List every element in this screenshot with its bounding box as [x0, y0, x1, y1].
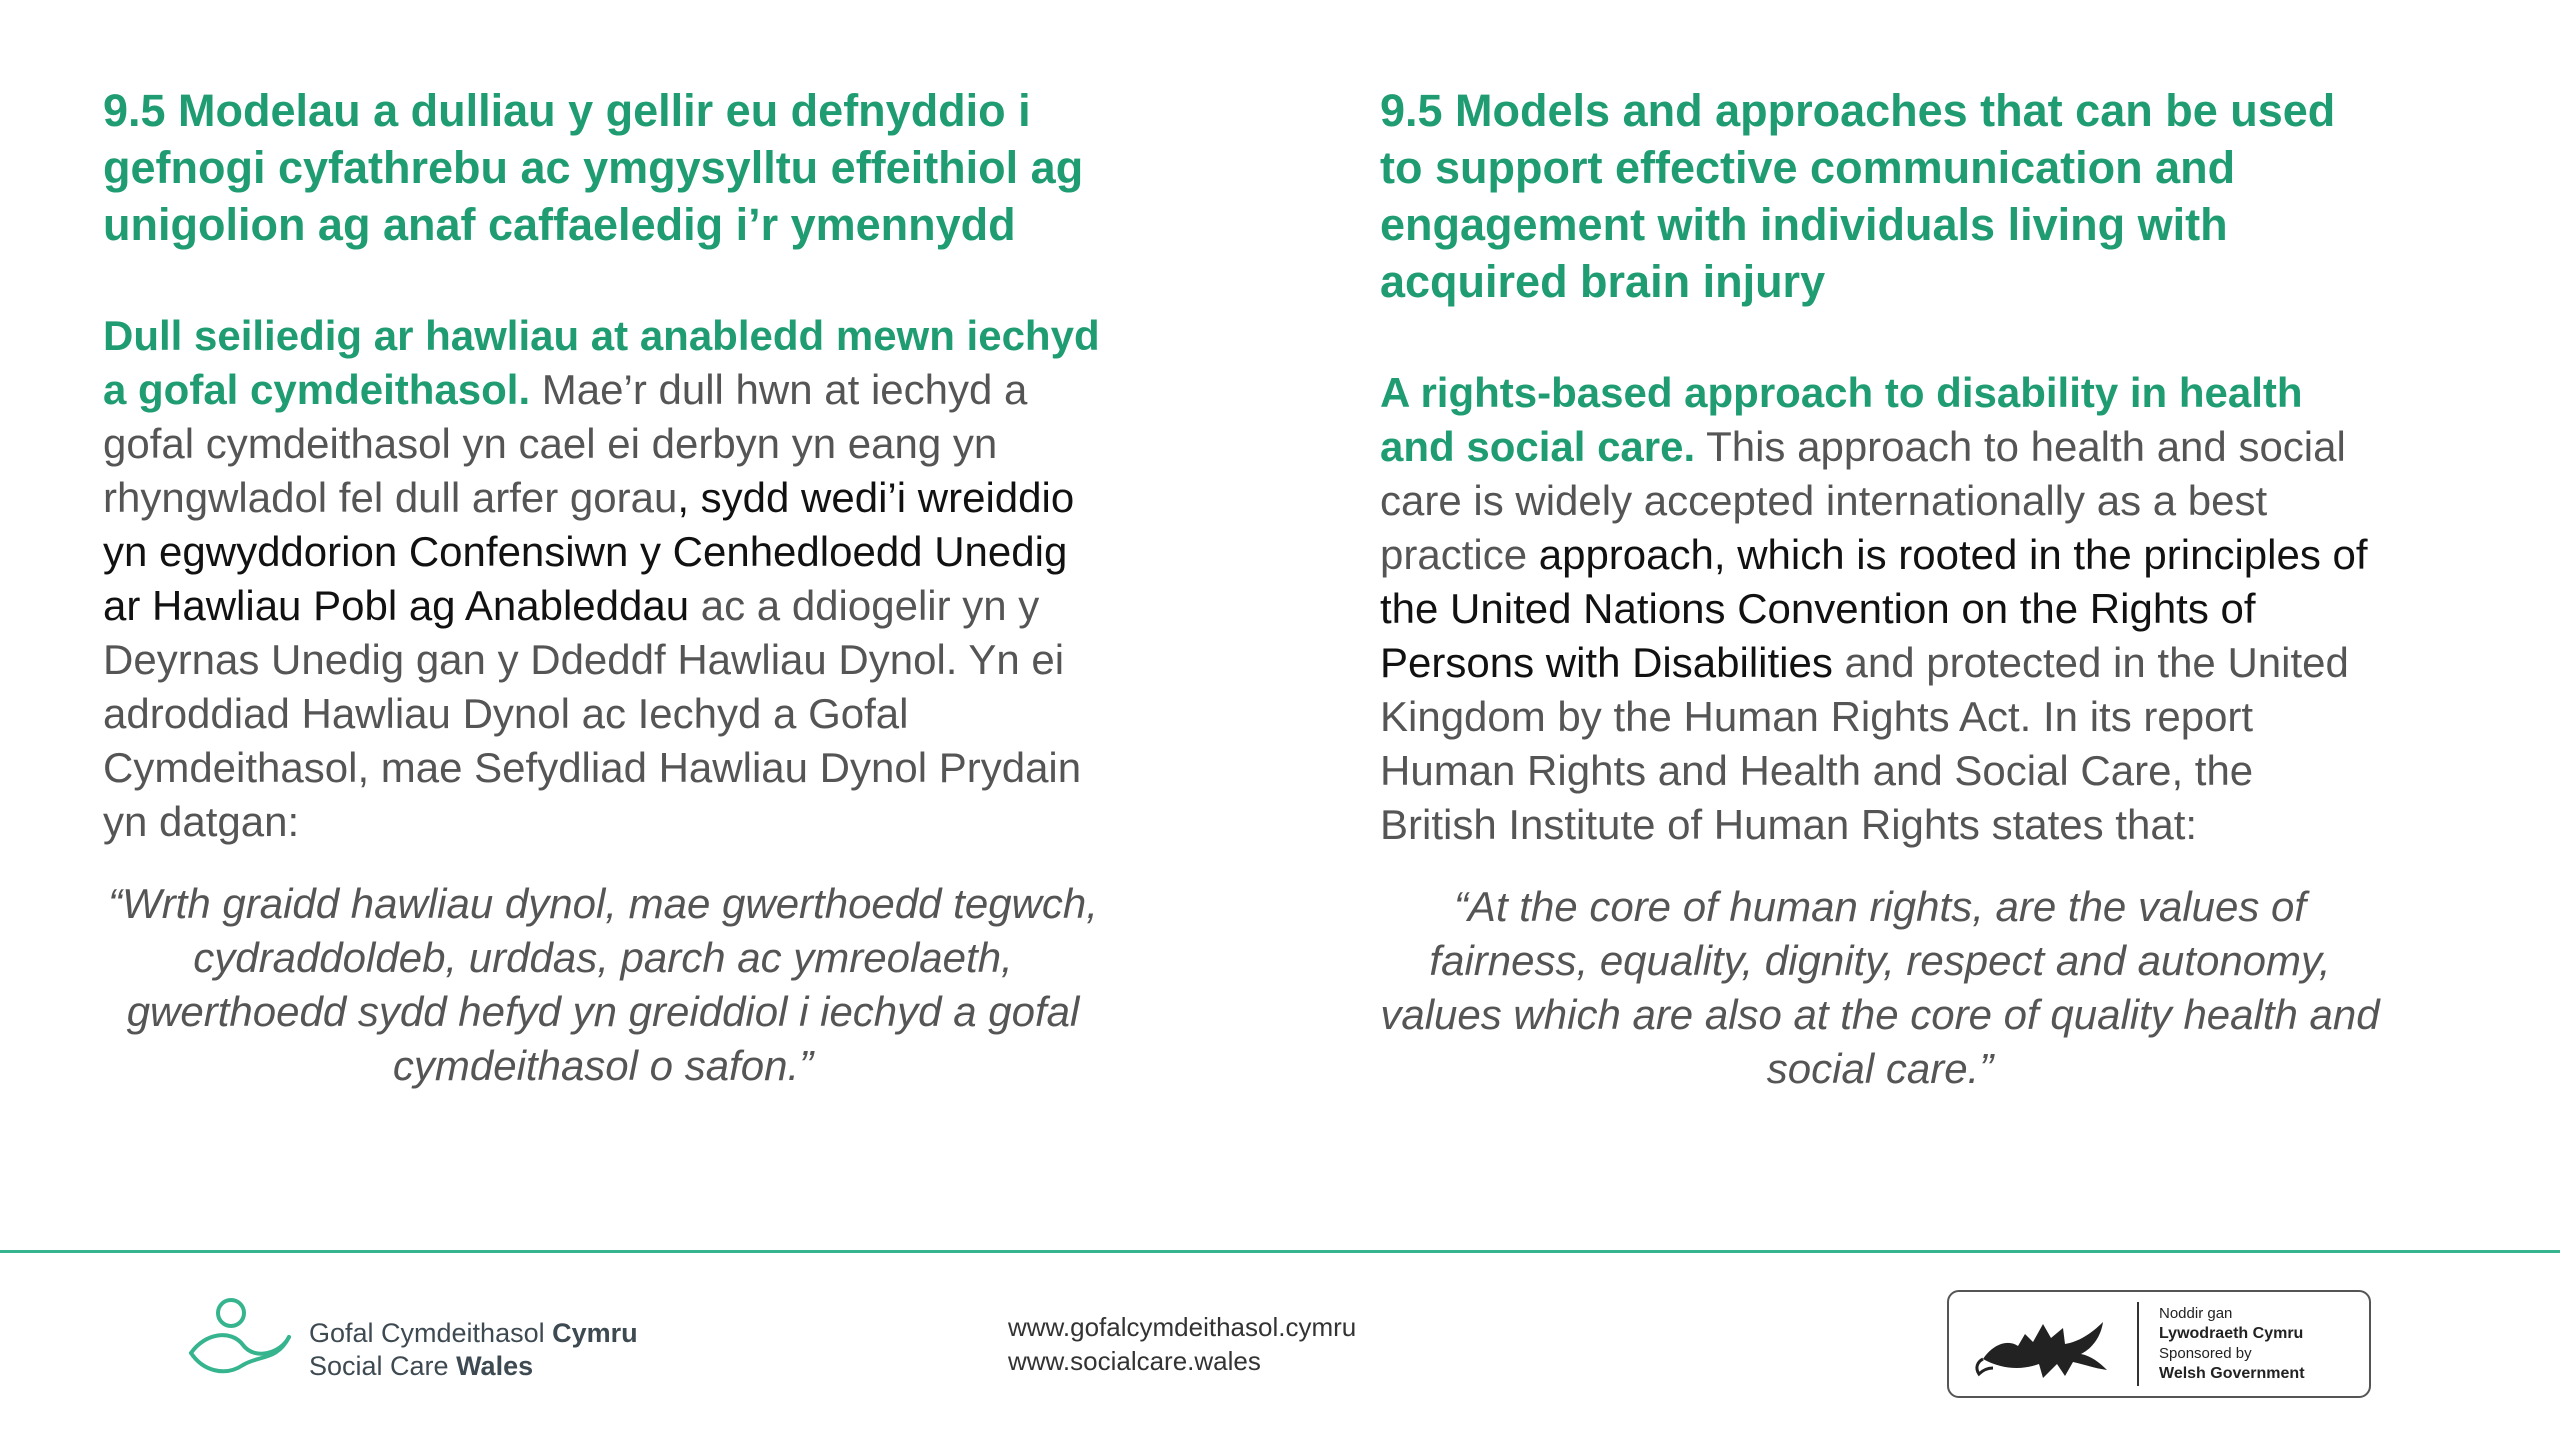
badge-line-2: Lywodraeth Cymru — [2159, 1325, 2304, 1342]
welsh-heading: 9.5 Modelau a dulliau y gellir eu defnyddio i gefnogi cyfathrebu ac ymgysylltu effeithiol ag unigolion ag anaf caffaeledig i’r ymennydd — [103, 85, 1084, 250]
badge-divider — [2137, 1302, 2139, 1386]
badge-line-4: Welsh Government — [2159, 1365, 2305, 1382]
badge-text — [2159, 1304, 2305, 1384]
english-text-1: This approach to health and social care is widely accepted internationally as a best practice — [1380, 423, 2346, 578]
english-text-3: and protected in the United Kingdom by the Human Rights Act. In its report Human Rights and Health and Social Care, the British Institute of Human Rights states that: — [1380, 639, 2349, 848]
english-text-2: approach, which is rooted in the principles of the United Nations Convention on the Rights of Persons with Disabilities — [1380, 531, 2368, 686]
english-quote: “At the core of human rights, are the values of fairness, equality, dignity, respect and autonomy, values which are also at the core of quality health and social care.” — [1380, 883, 2380, 1092]
welsh-text-2: , sydd wedi’i wreiddio yn egwyddorion Confensiwn y Cenhedloedd Unedig ar Hawliau Pobl ag Anableddau — [103, 474, 1075, 629]
logo-welsh-bold: Cymru — [552, 1318, 638, 1348]
social-care-wales-logo — [185, 1295, 745, 1385]
logo-english-regular: Social Care — [309, 1351, 457, 1381]
welsh-paragraph — [103, 309, 1103, 849]
url-welsh[interactable]: www.gofalcymdeithasol.cymru — [1008, 1312, 1357, 1342]
welsh-quote: “Wrth graidd hawliau dynol, mae gwerthoedd tegwch, cydraddoldeb, urddas, parch ac ymreolaeth, gwerthoedd sydd hefyd yn greiddiol i iechyd a gofal cymdeithasol o safon.” — [108, 880, 1098, 1089]
footer-urls — [1008, 1310, 1356, 1378]
social-care-wales-logo-icon — [185, 1295, 295, 1385]
welsh-dragon-icon — [1973, 1304, 2123, 1384]
logo-wordmark — [309, 1317, 638, 1383]
badge-line-1: Noddir gan — [2159, 1305, 2233, 1322]
welsh-lead: Dull seiliedig ar hawliau at anabledd mewn iechyd a gofal cymdeithasol. — [103, 312, 1100, 413]
url-english[interactable]: www.socialcare.wales — [1008, 1346, 1261, 1376]
logo-welsh-regular: Gofal Cymdeithasol — [309, 1318, 553, 1348]
welsh-government-badge — [1947, 1290, 2371, 1398]
logo-english-bold: Wales — [456, 1351, 534, 1381]
footer-divider — [0, 1250, 2560, 1253]
welsh-text-1: Mae’r dull hwn at iechyd a gofal cymdeithasol yn cael ei derbyn yn eang yn rhyngwladol fel dull arfer gorau — [103, 366, 1028, 521]
logo-line-english — [309, 1350, 638, 1383]
badge-line-3: Sponsored by — [2159, 1345, 2252, 1362]
english-column — [1380, 82, 2380, 1096]
logo-line-welsh — [309, 1317, 638, 1350]
welsh-text-3: ac a ddiogelir yn y Deyrnas Unedig gan y Ddeddf Hawliau Dynol. Yn ei adroddiad Hawliau Dynol ac Iechyd a Gofal Cymdeithasol, mae Sefydliad Hawliau Dynol Prydain yn datgan: — [103, 582, 1082, 845]
english-paragraph — [1380, 366, 2380, 852]
welsh-column — [103, 82, 1103, 1093]
english-heading: 9.5 Models and approaches that can be used to support effective communication and engagement with individuals living with acquired brain injury — [1380, 85, 2336, 307]
english-lead: A rights-based approach to disability in health and social care. — [1380, 369, 2303, 470]
